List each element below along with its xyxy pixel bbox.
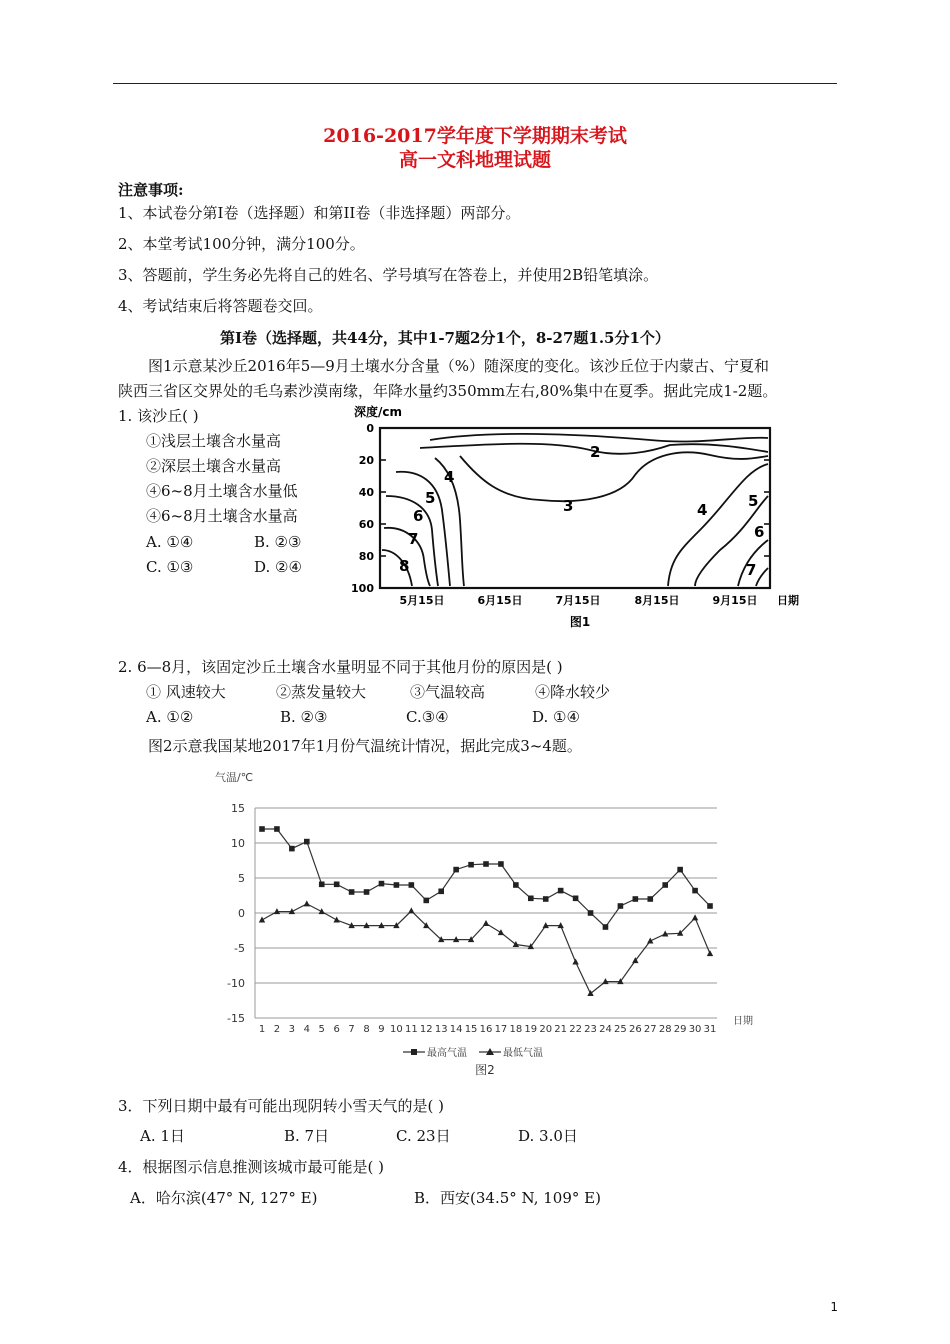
data-point-max [707,903,713,909]
data-point-min [259,917,265,923]
data-point-max [588,910,594,916]
fig1-contour-labels [399,443,764,579]
option-c: C. 23日 [396,1127,451,1145]
data-point-min [587,990,593,996]
x-tick-label: 28 [658,1024,672,1035]
option-a: A. 1日 [140,1127,185,1145]
option-d: D. ②④ [254,558,302,576]
y-tick-label: -15 [227,1012,245,1025]
y-tick-label: 0 [238,907,245,920]
data-point-max [543,896,549,902]
fig1-contour-label: 6 [754,523,765,541]
fig1-contour-label: 8 [399,557,410,575]
data-point-max [364,889,370,895]
x-tick-label: 25 [614,1024,627,1035]
data-point-max [662,882,668,888]
x-tick-label: 20 [539,1024,553,1035]
data-point-max [423,898,429,904]
fig1-ytick: 20 [358,454,374,467]
notice-item: 2、本堂考试100分钟，满分100分。 [118,235,365,253]
data-point-min [498,929,504,935]
series-line [262,904,710,994]
chart-legend [403,1046,543,1059]
option-c: C.③④ [406,708,449,726]
x-tick-label: 15 [464,1024,478,1035]
fig1-ytick: 100 [351,582,374,595]
notice-item: 1、本试卷分第Ⅰ卷（选择题）和第II卷（非选择题）两部分。 [118,204,521,222]
option-d: D. ①④ [532,708,580,726]
data-point-min [333,917,339,923]
x-tick-label: 21 [554,1024,568,1035]
chart-caption: 图2 [475,1063,495,1077]
fig1-ytick: 0 [366,422,374,435]
fig1-frame [380,428,770,588]
question-item: ④6~8月土壤含水量高 [146,507,298,525]
fig1-xlabel: 日期 [777,594,799,607]
intro-text: 陕西三省区交界处的毛乌素沙漠南缘，年降水量约350mm左右,80%集中在夏季。据此完成1-2题。 [118,382,778,400]
header-rule [113,83,837,84]
question-item: ① 风速较大 [146,683,226,701]
question-item: ①浅层土壤含水量高 [146,432,282,450]
x-tick-label: 18 [509,1024,523,1035]
x-tick-label: 6 [333,1024,340,1035]
chart-xlabel: 日期 [733,1016,753,1027]
x-tick-label: 14 [449,1024,463,1035]
fig1-contour-label: 5 [748,492,759,510]
page-number: 1 [830,1300,838,1314]
x-tick-label: 1 [258,1024,266,1035]
fig1-contours [382,434,768,586]
x-tick-label: 27 [643,1024,657,1035]
x-tick-label: 10 [390,1024,403,1035]
data-point-min [304,900,310,906]
figure-1-contour [350,400,810,635]
legend-entry: 最高气温 [427,1048,467,1059]
data-point-max [394,882,400,888]
x-tick-label: 5 [318,1024,325,1035]
x-tick-label: 19 [524,1024,538,1035]
fig1-caption: 图1 [569,615,591,629]
fig1-xtick: 6月15日 [477,594,523,607]
fig1-ytick: 80 [358,550,374,563]
x-tick-label: 12 [419,1024,433,1035]
intro-text: 图1示意某沙丘2016年5—9月土壤水分含量（%）随深度的变化。该沙丘位于内蒙古、宁夏和 [148,357,770,375]
question-item: ③气温较高 [410,683,486,701]
exam-title: 2016-2017学年度下学期期末考试 [323,125,627,147]
question-stem: 3．下列日期中最有可能出现阴转小雪天气的是( ) [118,1097,445,1115]
data-point-max [453,867,459,873]
data-point-min [483,920,489,926]
notice-heading: 注意事项: [118,181,184,199]
x-tick-label: 17 [494,1024,508,1035]
question-stem: 1. 该沙丘( ) [118,407,199,425]
y-tick-label: 5 [238,872,245,885]
data-point-max [618,903,624,909]
intro-text: 图2示意我国某地2017年1月份气温统计情况，据此完成3~4题。 [148,737,582,755]
x-tick-label: 22 [569,1024,582,1035]
option-a: A. ①② [146,708,194,726]
notice-item: 3、答题前，学生务必先将自己的姓名、学号填写在答卷上，并使用2B铅笔填涂。 [118,266,659,284]
x-tick-label: 24 [599,1024,612,1035]
fig1-xtick: 9月15日 [712,594,758,607]
data-point-min [513,941,519,947]
option-b: B．西安(34.5° N, 109° E) [414,1189,601,1207]
data-point-min [408,907,414,913]
x-tick-label: 8 [363,1024,370,1035]
option-d: D. 3.0日 [518,1127,578,1145]
fig1-contour-label: 5 [425,489,436,507]
option-b: B. 7日 [284,1127,330,1145]
x-tick-label: 13 [434,1024,448,1035]
legend-entry: 最低气温 [503,1048,543,1059]
section-heading: 第Ⅰ卷（选择题，共44分，其中1-7题2分1个，8-27题1.5分1个） [220,329,670,347]
x-tick-label: 30 [688,1024,702,1035]
data-point-max [304,839,310,845]
fig1-contour-label: 6 [413,507,424,525]
data-point-min [692,914,698,920]
y-tick-label: 10 [231,837,245,850]
data-point-max [334,882,340,888]
option-b: B. ②③ [280,708,328,726]
question-stem: 2. 6—8月，该固定沙丘土壤含水量明显不同于其他月份的原因是( ) [118,658,563,676]
data-point-max [468,862,474,868]
data-point-max [319,882,325,888]
fig1-contour-label: 7 [408,530,419,548]
question-item: ④降水较少 [535,683,611,701]
fig1-contour-label: 4 [697,501,708,519]
exam-subtitle: 高一文科地理试题 [398,149,551,171]
x-tick-label: 31 [703,1024,717,1035]
question-item: ④6~8月土壤含水量低 [146,482,298,500]
x-tick-label: 9 [378,1024,385,1035]
fig1-contour-label: 7 [746,561,757,579]
fig1-xtick: 8月15日 [634,594,680,607]
data-point-max [603,924,609,930]
data-point-max [528,896,534,902]
y-tick-label: 15 [231,802,245,815]
data-point-max [647,896,653,902]
data-point-max [692,888,698,894]
y-tick-label: -10 [227,977,245,990]
legend-square-marker [411,1049,417,1055]
data-point-max [379,881,385,887]
x-tick-label: 26 [628,1024,642,1035]
data-point-max [274,826,280,832]
data-point-max [498,861,504,867]
question-item: ②深层土壤含水量高 [146,457,282,475]
data-point-max [513,882,519,888]
data-point-min [707,950,713,956]
x-tick-label: 11 [404,1024,418,1035]
data-point-max [349,889,355,895]
chart-ylabel: 气温/℃ [215,771,254,784]
option-a: A．哈尔滨(47° N, 127° E) [130,1189,318,1207]
y-tick-label: -5 [234,942,245,955]
x-tick-label: 2 [273,1024,281,1035]
option-a: A. ①④ [146,533,194,551]
x-tick-label: 29 [673,1024,687,1035]
x-tick-label: 4 [303,1024,310,1035]
data-point-max [677,867,683,873]
option-b: B. ②③ [254,533,302,551]
fig1-ylabel: 深度/cm [354,405,403,419]
fig1-ytick: 40 [358,486,374,499]
data-point-max [483,861,489,867]
data-point-min [572,959,578,965]
data-point-max [558,888,564,894]
data-point-max [438,889,444,895]
fig1-contour-label: 4 [444,468,455,486]
option-c: C. ①③ [146,558,194,576]
fig1-xtick: 7月15日 [555,594,601,607]
fig1-ytick: 60 [358,518,374,531]
x-tick-label: 7 [348,1024,355,1035]
question-item: ②蒸发量较大 [276,683,367,701]
data-point-max [633,896,639,902]
fig1-xtick: 5月15日 [399,594,445,607]
fig1-contour-label: 2 [590,443,601,461]
data-point-max [409,882,415,888]
fig1-contour-label: 3 [563,497,574,515]
data-point-max [289,846,295,852]
x-tick-label: 3 [288,1024,296,1035]
x-tick-label: 16 [479,1024,493,1035]
notice-item: 4、考试结束后将答题卷交回。 [118,297,323,315]
data-point-max [573,896,579,902]
figure-2-temperature-chart [215,765,755,1085]
x-tick-label: 23 [584,1024,597,1035]
data-point-max [259,826,265,832]
question-stem: 4．根据图示信息推测该城市最可能是( ) [118,1158,385,1176]
